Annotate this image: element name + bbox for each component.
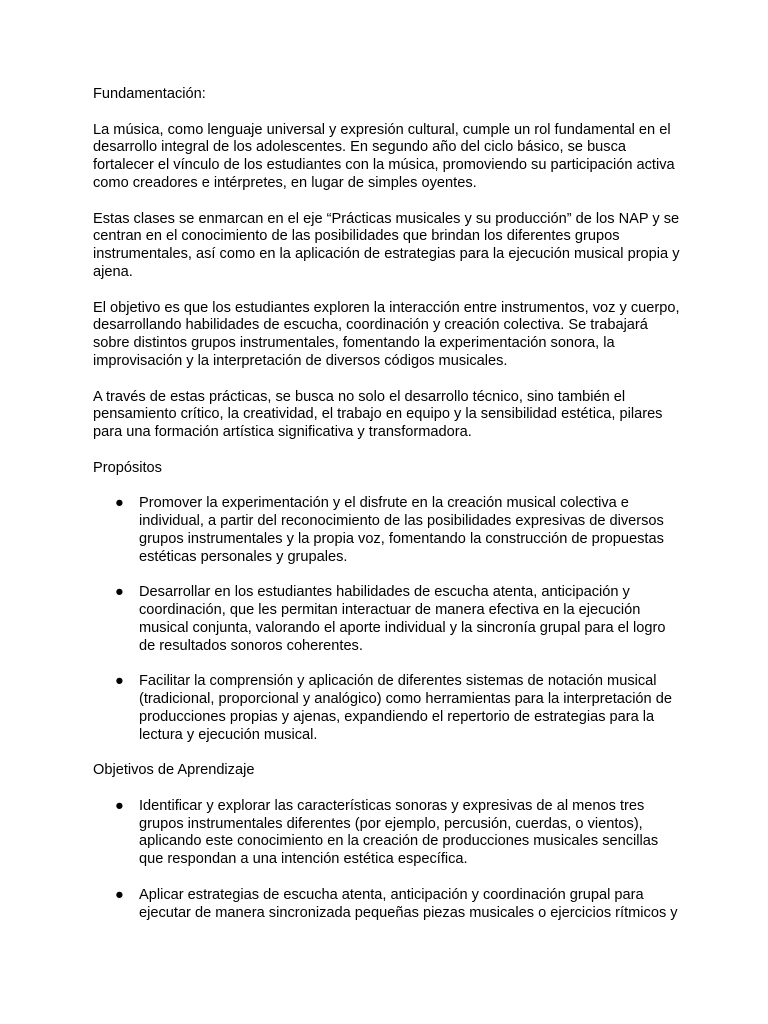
bullet-icon: ● bbox=[115, 673, 124, 690]
paragraph: La música, como lenguaje universal y expresión cultural, cumple un rol fundamental en el desarrollo integral de los adolescentes. En segundo año del ciclo básico, se busca fortalecer el vínculo de los estudiantes con la música, promoviendo su participación activa como creadores e intérpretes, en lugar de simples oyentes. bbox=[93, 121, 675, 191]
paragraph: A través de estas prácticas, se busca no solo el desarrollo técnico, sino también el pensamiento crítico, la creatividad, el trabajo en equipo y la sensibilidad estética, pilares para una formación artística significativa y transformadora. bbox=[93, 388, 663, 441]
paragraph: El objetivo es que los estudiantes exploren la interacción entre instrumentos, voz y cuerpo, desarrollando habilidades de escucha, coordinación y creación colectiva. Se trabajará sobre distintos grupos instrumentales, fomentando la experimentación sonora, la improvisación y la interpretación de diversos códigos musicales. bbox=[93, 299, 680, 369]
section-heading-fundamentacion: Fundamentación: bbox=[93, 86, 206, 102]
bullet-icon: ● bbox=[115, 584, 124, 601]
list-item-text: Facilitar la comprensión y aplicación de diferentes sistemas de notación musical (tradicional, proporcional y analógico) como herramientas para la interpretación de producciones propias y ajenas, expandiendo el repertorio de estrategias para la lectura y ejecución musical. bbox=[139, 673, 672, 743]
list-item-text: Aplicar estrategias de escucha atenta, anticipación y coordinación grupal para ejecutar de manera sincronizada pequeñas piezas musicales o ejercicios rítmicos y bbox=[139, 886, 678, 921]
section-heading-propositos: Propósitos bbox=[93, 459, 162, 476]
bullet-icon: ● bbox=[115, 886, 124, 903]
objetivos-list bbox=[93, 798, 683, 923]
list-item bbox=[93, 887, 683, 923]
propositos-list bbox=[93, 495, 683, 744]
list-item bbox=[93, 673, 683, 744]
section-heading-objetivos: Objetivos de Aprendizaje bbox=[93, 762, 255, 779]
list-item bbox=[93, 495, 683, 566]
document-page bbox=[93, 86, 683, 940]
bullet-icon: ● bbox=[115, 797, 124, 814]
list-item-text: Promover la experimentación y el disfrute en la creación musical colectiva e individual, a partir del reconocimiento de las posibilidades expresivas de diversos grupos instrumentales y la propia voz, fomentando la construcción de propuestas estéticas personales y grupales. bbox=[139, 495, 664, 565]
bullet-icon: ● bbox=[115, 495, 124, 512]
list-item-text: Identificar y explorar las características sonoras y expresivas de al menos tres grupos instrumentales diferentes (por ejemplo, percusión, cuerdas, o vientos), aplicando este conocimiento en la creación de producciones musicales sencillas que respondan a una intención estética específica. bbox=[139, 797, 659, 868]
paragraph: Estas clases se enmarcan en el eje “Prácticas musicales y su producción” de los NAP y se centran en el conocimiento de las posibilidades que brindan los diferentes grupos instrumentales, así como en la aplicación de estrategias para la ejecución musical propia y ajena. bbox=[93, 210, 680, 280]
list-item bbox=[93, 584, 683, 655]
list-item-text: Desarrollar en los estudiantes habilidades de escucha atenta, anticipación y coordinación, que les permitan interactuar de manera efectiva en la ejecución musical conjunta, valorando el aporte individual y la sincronía grupal para el logro de resultados sonoros coherentes. bbox=[139, 584, 666, 654]
list-item bbox=[93, 798, 683, 869]
